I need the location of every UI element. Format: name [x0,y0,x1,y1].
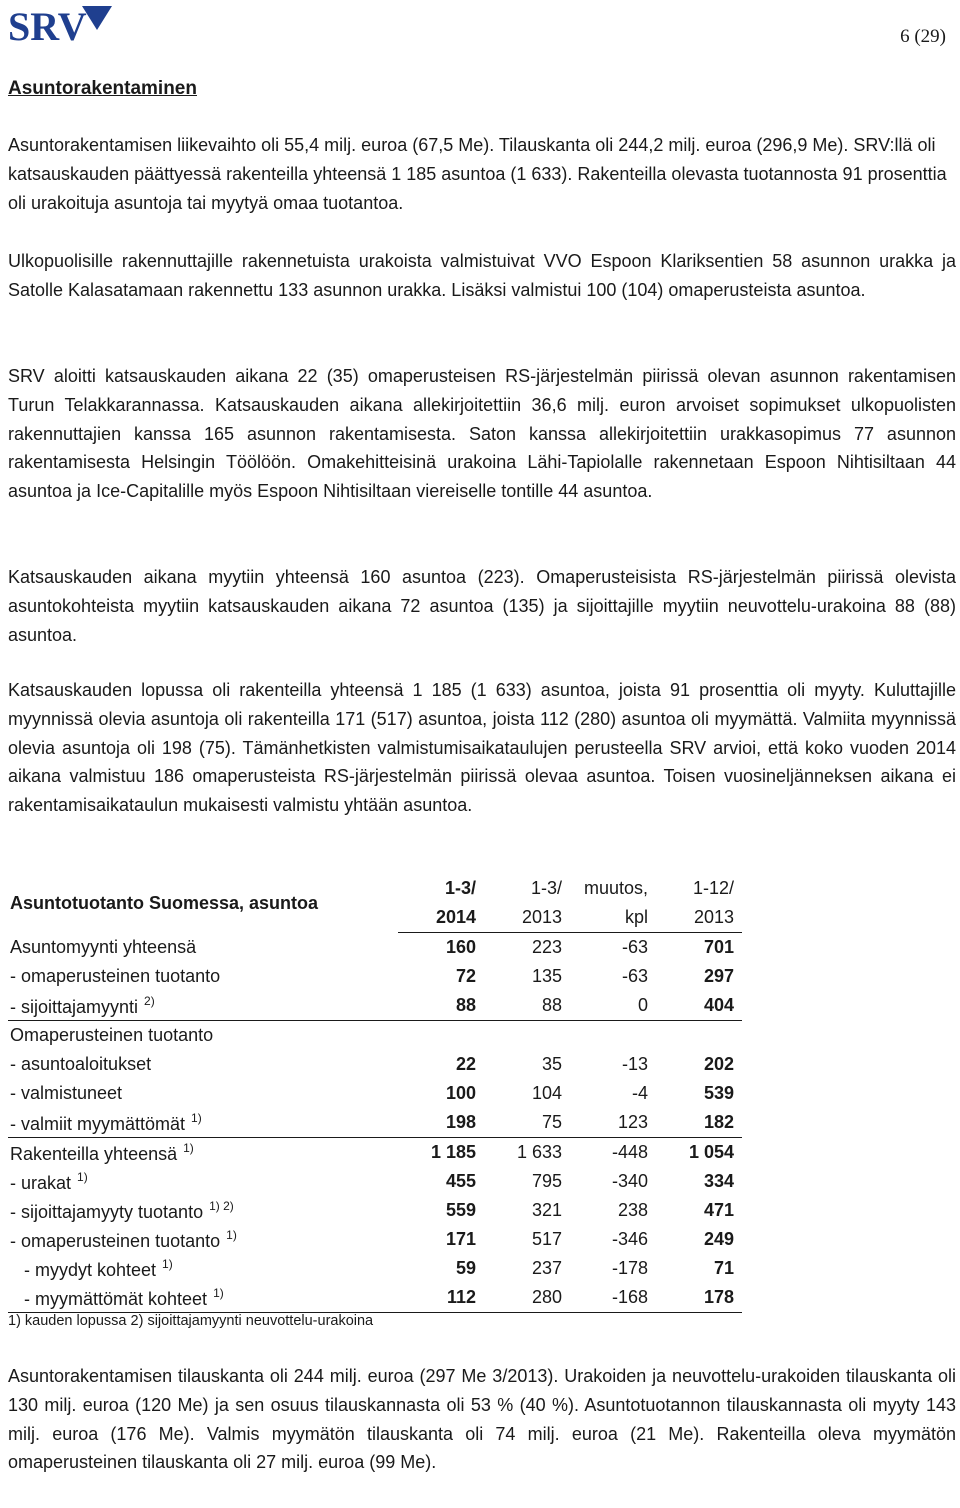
row-label: - sijoittajamyyty tuotanto $^{1) 2)}$ [10,1198,234,1222]
cell: -168 [570,1283,656,1313]
srv-logo-text: SRV [8,4,87,44]
table-footnote: 1) kauden lopussa 2) sijoittajamyynti neuvottelu-urakoina [8,1313,374,1329]
cell: 171 [445,1229,476,1249]
cell: -340 [611,1171,648,1191]
row-label: - valmiit myymättömät $^{1)}$ [10,1110,202,1134]
cell: 72 [455,966,476,986]
cell: 237 [531,1258,562,1278]
paragraph-2: Ulkopuolisille rakennuttajille rakennetuista urakoista valmistuivat VVO Espoon Klariksentien 58 asunnon urakka ja Satolle Kalasatamaan rakennettu 133 asunnon urakka. Lisäksi valmistui 100 (104) omaperusteista asuntoa. [8,251,956,300]
housing-production-table [8,874,742,1313]
cell: 104 [531,1083,562,1103]
footnote-marker: 1) [191,1110,202,1125]
cell: 471 [703,1200,734,1220]
cell: 795 [531,1171,562,1191]
row-label: - omaperusteinen tuotanto $^{1)}$ [10,1227,237,1251]
table-row [8,1050,742,1079]
col-header-line2: kpl [570,903,656,933]
cell: 123 [617,1112,648,1132]
cell: 334 [703,1171,734,1191]
footnote-marker: 1) [213,1285,224,1300]
row-label: Rakenteilla yhteensä $^{1)}$ [8,1138,398,1168]
row-label: - valmistuneet [10,1083,123,1103]
cell [398,1021,484,1051]
table-title: Asuntotuotanto Suomessa, asuntoa [10,892,319,913]
cell: -448 [570,1138,656,1168]
table-row [8,1254,742,1283]
paragraph-1: Asuntorakentamisen liikevaihto oli 55,4 milj. euroa (67,5 Me). Tilauskanta oli 244,2 milj. euroa (296,9 Me). SRV:llä oli katsauskauden päättyessä rakenteilla yhteensä 1 185 asuntoa (1 633). Rakenteilla olevasta tuotannosta 91 prosenttia oli urakoituja asuntoja tai myytyä omaa tuotantoa. [8,135,947,213]
table-header-row-1 [8,874,742,903]
cell: 404 [703,995,734,1015]
col-header-line1: muutos, [583,878,648,898]
col-header-line2: 2013 [656,903,742,933]
cell: 238 [617,1200,648,1220]
footnote-marker: 1) 2) [209,1198,234,1213]
table-row [8,1021,742,1051]
cell: 198 [445,1112,476,1132]
cell: 35 [541,1054,562,1074]
page-number: 6 (29) [900,26,946,47]
row-label: - urakat $^{1)}$ [10,1169,88,1193]
paragraph-3: SRV aloitti katsauskauden aikana 22 (35) omaperusteisen RS-järjestelmän piirissä olevan asunnon rakentamisen Turun Telakkarannassa. Katsauskauden aikana allekirjoitettiin 36,6 milj. euron arvoiset sopimukset ulkopuolisten rakennuttajien kanssa 165 asunnon rakentamisesta. Saton kanssa allekirjoitettiin urakkasopimus 77 asunnon rakentamisesta Helsingin Töölöön. Omakehitteisinä urakoina Lähi-Tapiolalle rakennetaan Espoon Nihtisiltaan 44 asuntoa ja Ice-Capitalille myös Espoon Nihtisiltaan viereiselle tontille 44 asuntoa. [8,366,956,502]
cell: 100 [445,1083,476,1103]
cell: 280 [484,1283,570,1313]
col-header-line1: 1-3/ [444,878,476,898]
paragraph-6: Asuntorakentamisen tilauskanta oli 244 milj. euroa (297 Me 3/2013). Urakoiden ja neuvottelu-urakoiden tilauskanta oli 130 milj. euroa (120 Me) ja sen osuus tilauskannasta oli 53 % (40 %). Asuntotuotannon tilauskannasta oli myyty 143 milj. euroa (176 Me). Valmis myymätön tilauskanta oli 74 milj. euroa (21 Me). Rakenteilla oleva myymätön omaperusteinen tilauskanta oli 27 milj. euroa (99 Me). [8,1366,956,1473]
cell [484,1021,570,1051]
col-header-line1: 1-3/ [530,878,562,898]
cell: 321 [531,1200,562,1220]
cell: -178 [611,1258,648,1278]
cell: 223 [531,937,562,957]
cell: 297 [703,966,734,986]
cell: -4 [631,1083,648,1103]
footnote-marker: 1) [77,1169,88,1184]
table-row [8,933,742,963]
table-row [8,962,742,991]
cell: -63 [621,966,648,986]
table-row [8,1225,742,1254]
cell: 88 [455,995,476,1015]
footnote-marker: 1) [162,1256,173,1271]
cell: 1 633 [484,1138,570,1168]
srv-logo [8,4,112,44]
cell: 701 [703,937,734,957]
cell: 135 [531,966,562,986]
table-row [8,991,742,1021]
cell: 178 [656,1283,742,1313]
cell: 0 [637,995,648,1015]
section-title: Asuntorakentaminen [8,78,197,99]
row-label: - myydyt kohteet $^{1)}$ [24,1256,173,1280]
cell: 455 [445,1171,476,1191]
table-row [8,1196,742,1225]
cell: 182 [703,1112,734,1132]
table-row [8,1167,742,1196]
cell: 559 [445,1200,476,1220]
table-row [8,1138,742,1168]
table-row [8,1283,742,1313]
footnote-marker: 2) [144,993,155,1008]
paragraph-4: Katsauskauden aikana myytiin yhteensä 160 asuntoa (223). Omaperusteisista RS-järjestelmän piirissä olevista asuntokohteista myytiin katsauskauden aikana 72 asuntoa (135) ja sijoittajille myytiin neuvottelu-urakoina 88 (88) asuntoa. [8,567,956,645]
cell: 517 [531,1229,562,1249]
cell: 112 [398,1283,484,1313]
table-row [8,1079,742,1108]
cell: 539 [703,1083,734,1103]
cell [656,1021,742,1051]
cell [570,1021,656,1051]
cell: 202 [703,1054,734,1074]
col-header-line1: 1-12/ [692,878,734,898]
row-label: - asuntoaloitukset [10,1054,152,1074]
row-label: - sijoittajamyynti $^{2)}$ [10,993,155,1017]
cell: 59 [455,1258,476,1278]
cell: -13 [621,1054,648,1074]
cell: 160 [445,937,476,957]
cell: -63 [621,937,648,957]
cell: 88 [541,995,562,1015]
row-label: - omaperusteinen tuotanto [10,966,221,986]
cell: 75 [541,1112,562,1132]
footnote-marker: 1) [183,1140,194,1155]
paragraph-5: Katsauskauden lopussa oli rakenteilla yhteensä 1 185 (1 633) asuntoa, joista 91 prosenttia oli myyty. Kuluttajille myynnissä olevia asuntoja oli rakenteilla 171 (517) asuntoa, joista 112 (280) asuntoa oli myymättä. Valmiita myynnissä olevia asuntoja oli 198 (75). Tämänhetkisten valmistumisaikataulujen perusteella SRV arvioi, että koko vuoden 2014 aikana valmistuu 186 omaperusteista RS-järjestelmän piirissä olevaa asuntoa. Toisen vuosineljänneksen aikana ei rakentamisaikataulun mukaisesti valmistu yhtään asuntoa. [8,680,956,816]
cell: 22 [455,1054,476,1074]
row-label: Omaperusteinen tuotanto [8,1021,398,1051]
col-header-line2: 2013 [484,903,570,933]
cell: 249 [703,1229,734,1249]
row-label: Asuntomyynti yhteensä [10,936,197,957]
row-label: - myymättömät kohteet $^{1)}$ [8,1283,398,1313]
cell: -346 [611,1229,648,1249]
footnote-marker: 1) [226,1227,237,1242]
cell: 1 054 [656,1138,742,1168]
cell: 71 [713,1258,734,1278]
cell: 1 185 [398,1138,484,1168]
col-header-line2: 2014 [398,903,484,933]
table-row [8,1108,742,1138]
